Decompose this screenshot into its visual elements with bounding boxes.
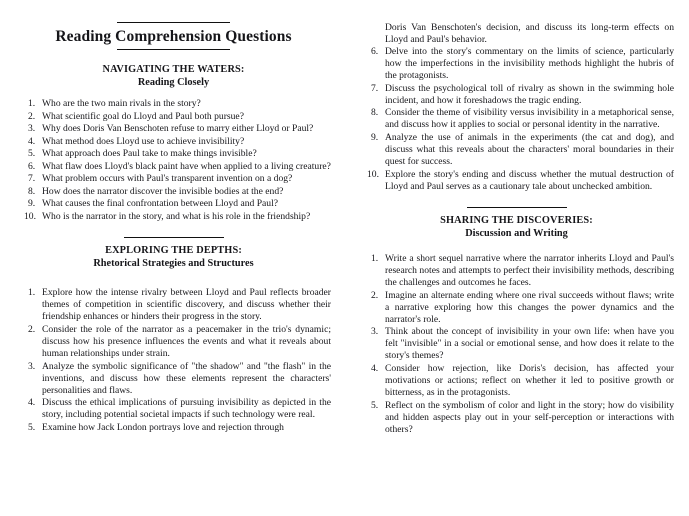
right-column	[359, 22, 674, 436]
list-item	[16, 422, 331, 434]
list-item	[359, 169, 674, 193]
question-list-navigating-the-waters	[16, 98, 331, 223]
list-item	[16, 324, 331, 360]
list-item-text: Explore how the intense rivalry between Lloyd and Paul reflects broader themes of competition in scientific discovery, and discuss whether their friendship enhances or hinders their progress in the story.	[42, 287, 331, 323]
list-item	[16, 148, 331, 160]
spacer	[16, 52, 331, 64]
list-item-text: Consider how rejection, like Doris's decision, has affected your motivations or actions; reflect on whether it led to positive growth or bitterness, as in the protagonists.	[385, 363, 674, 399]
list-item-text: Discuss the psychological toll of rivalry as shown in the swimming hole incident, and how it foreshadows the tragic ending.	[385, 82, 674, 106]
list-item-text: Imagine an alternate ending where one rival succeeds without flaws; write a narrative exploring how this changes the power dynamics and the narrator's role.	[385, 289, 674, 325]
section-title: EXPLORING THE DEPTHS:	[105, 245, 242, 257]
list-item-text: What flaw does Lloyd's black paint have when applied to a living creature?	[42, 160, 331, 172]
section-title: NAVIGATING THE WATERS:	[102, 64, 245, 76]
title-rule-top	[117, 22, 230, 23]
title-rule-bottom	[117, 49, 230, 50]
list-item-text: Analyze the symbolic significance of "the shadow" and "the flash" in the inventions, and discuss how these elements represent the characters' personalities and flaws.	[42, 360, 331, 396]
list-item-number: 7.	[28, 173, 36, 185]
list-item	[359, 132, 674, 168]
list-item	[16, 173, 331, 185]
question-list-exploring-the-depths	[16, 287, 331, 434]
list-item-text: Consider the theme of visibility versus invisibility in a metaphorical sense, and discuss how it applies to social or personal identity in the narrative.	[385, 107, 674, 131]
list-item	[359, 326, 674, 362]
list-item	[16, 161, 331, 173]
list-item-number: 6.	[28, 160, 36, 172]
two-column-layout	[16, 22, 673, 516]
list-item	[16, 123, 331, 135]
list-item-number: 2.	[28, 324, 36, 336]
section-subtitle: Rhetorical Strategies and Structures	[93, 258, 254, 270]
list-item-number: 2.	[371, 289, 379, 301]
question-list-exploring-the-depths-continued	[359, 46, 674, 193]
list-item-number: 1.	[28, 97, 36, 109]
list-item-text: Why does Doris Van Benschoten refuse to marry either Lloyd or Paul?	[42, 123, 314, 135]
list-item	[16, 111, 331, 123]
list-item	[16, 361, 331, 397]
section-heading-navigating-the-waters	[16, 64, 331, 90]
list-item-text: Explore the story's ending and discuss whether the mutual destruction of Lloyd and Paul serves as a cautionary tale about unchecked ambition.	[385, 168, 674, 192]
section-subtitle: Discussion and Writing	[465, 228, 568, 240]
section-subtitle: Reading Closely	[137, 77, 210, 89]
list-item-number: 10.	[24, 210, 36, 222]
list-item-number: 5.	[371, 399, 379, 411]
list-item	[16, 287, 331, 323]
list-item-number: 8.	[371, 107, 379, 119]
list-item-number: 3.	[371, 326, 379, 338]
list-item-text: Consider the role of the narrator as a peacemaker in the trio's dynamic; discuss how his presence influences the events and what it reveals about human relationships under strain.	[42, 324, 331, 360]
list-item-number: 9.	[371, 131, 379, 143]
list-item	[16, 98, 331, 110]
list-item	[359, 107, 674, 131]
list-item-number: 2.	[28, 110, 36, 122]
list-item	[16, 186, 331, 198]
list-item-text: Delve into the story's commentary on the limits of science, particularly how the imperfections in the invisibility methods highlight the hubris of the protagonists.	[385, 46, 674, 82]
list-item-text: Write a short sequel narrative where the narrator inherits Lloyd and Paul's research notes and attempts to perfect their invisibility methods, describing the challenges and outcomes he faces.	[385, 253, 674, 289]
list-item	[16, 211, 331, 223]
list-item	[16, 136, 331, 148]
list-item	[359, 83, 674, 107]
list-item-text: What causes the final confrontation between Lloyd and Paul?	[42, 198, 279, 210]
list-item	[359, 253, 674, 289]
list-item-number: 10.	[367, 168, 379, 180]
list-item	[359, 46, 674, 82]
spacer	[16, 223, 331, 237]
list-item-text: How does the narrator discover the invisible bodies at the end?	[42, 185, 284, 197]
list-item-text: Who is the narrator in the story, and what is his role in the friendship?	[42, 210, 311, 222]
question-list-sharing-the-discoveries	[359, 253, 674, 436]
list-item-number: 6.	[371, 46, 379, 58]
list-item	[16, 397, 331, 421]
page-title: Reading Comprehension Questions	[55, 28, 292, 45]
list-item-number: 4.	[28, 397, 36, 409]
list-item-number: 5.	[28, 148, 36, 160]
list-item-number: 4.	[28, 135, 36, 147]
spacer	[16, 279, 331, 287]
list-item-text: What problem occurs with Paul's transparent invention on a dog?	[42, 173, 293, 185]
list-item-number: 5.	[28, 421, 36, 433]
list-item-text: What method does Lloyd use to achieve invisibility?	[42, 135, 245, 147]
list-item-text: Reflect on the symbolism of color and light in the story; how do visibility and hidden aspects play out in your self-perception or interactions with others?	[385, 399, 674, 435]
list-item	[16, 198, 331, 210]
list-item-number: 7.	[371, 82, 379, 94]
list-item-number: 3.	[28, 123, 36, 135]
list-item-number: 1.	[28, 287, 36, 299]
list-item-text: What scientific goal do Lloyd and Paul both pursue?	[42, 110, 244, 122]
list-item-text: Think about the concept of invisibility in your own life: when have you felt "invisible" in a social or emotional sense, and how does it relate to the story's themes?	[385, 326, 674, 362]
section-rule	[467, 207, 567, 208]
spacer	[359, 241, 674, 253]
spacer	[359, 193, 674, 207]
list-item-text: Examine how Jack London portrays love and rejection through	[42, 421, 284, 433]
list-item-text: What approach does Paul take to make things invisible?	[42, 148, 257, 160]
list-item-number: 8.	[28, 185, 36, 197]
continued-text: Doris Van Benschoten's decision, and discuss its long-term effects on Lloyd and Paul's behavior.	[385, 22, 674, 46]
list-item	[359, 400, 674, 436]
list-item-text: Discuss the ethical implications of pursuing invisibility as depicted in the story, including potential societal impacts if such technology were real.	[42, 397, 331, 421]
section-rule	[124, 237, 224, 238]
list-item-number: 1.	[371, 253, 379, 265]
document-title-block	[16, 22, 331, 50]
left-column	[16, 22, 331, 434]
list-item-text: Who are the two main rivals in the story?	[42, 97, 201, 109]
list-item	[359, 290, 674, 326]
list-item-text: Analyze the use of animals in the experiments (the cat and dog), and discuss what this reveals about the characters' moral boundaries in their quest for success.	[385, 131, 674, 168]
list-item-number: 9.	[28, 198, 36, 210]
section-heading-sharing-the-discoveries	[359, 207, 674, 241]
section-heading-exploring-the-depths	[16, 237, 331, 271]
list-item-number: 3.	[28, 360, 36, 372]
list-item-number: 4.	[371, 363, 379, 375]
section-title: SHARING THE DISCOVERIES:	[440, 215, 593, 227]
list-item	[359, 363, 674, 399]
